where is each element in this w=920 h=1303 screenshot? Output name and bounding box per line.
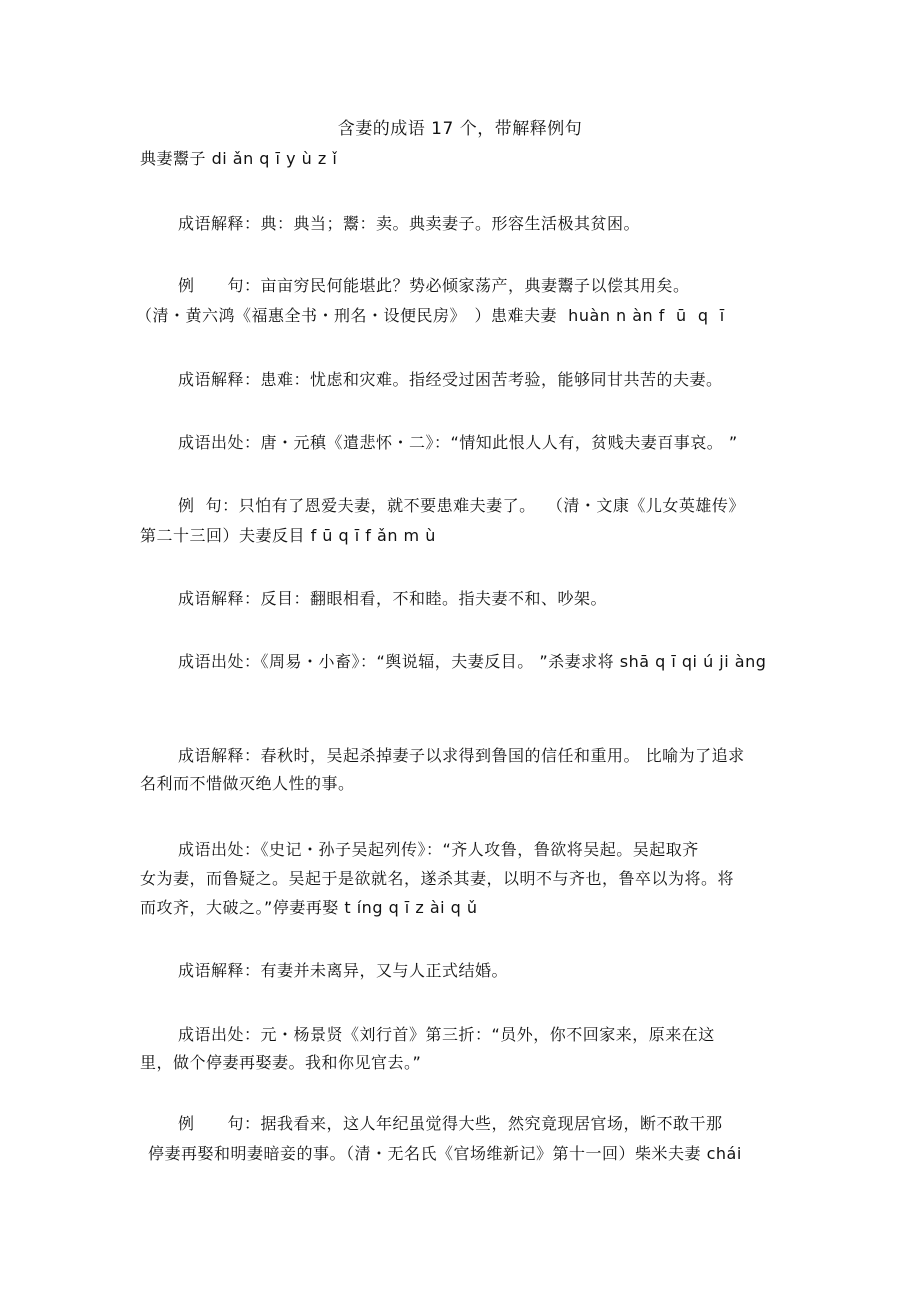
example-line: 例 句：只怕有了恩爱夫妻，就不要患难夫妻了。 （清・文康《儿女英雄传》 bbox=[178, 496, 745, 515]
origin-line-cont: 里，做个停妻再娶妻。我和你见官去。” bbox=[140, 1053, 422, 1072]
explanation-line-cont: 名利而不惜做灭绝人性的事。 bbox=[140, 774, 355, 793]
origin-line: 成语出处：唐・元稹《遣悲怀・二》：“情知此恨人人有，贫贱夫妻百事哀。 ” bbox=[178, 433, 738, 452]
explanation-line: 成语解释：反目：翻眼相看，不和睦。指夫妻不和、吵架。 bbox=[178, 589, 608, 608]
idiom-heading: 典妻鬻子 di ǎn q ī y ù z ǐ bbox=[140, 149, 338, 168]
example-line: 例 句：据我看来，这人年纪虽觉得大些，然究竟现居官场，断不敢干那 bbox=[178, 1114, 723, 1133]
example-line: 例 句：亩亩穷民何能堪此？势必倾家荡产，典妻鬻子以偿其用矣。 bbox=[178, 276, 690, 295]
explanation-line: 成语解释：有妻并未离异，又与人正式结婚。 bbox=[178, 961, 509, 980]
origin-line-cont: 女为妻，而鲁疑之。吴起于是欲就名，遂杀其妻，以明不与齐也，鲁卒以为将。将 bbox=[140, 869, 735, 888]
explanation-line: 成语解释：春秋时，吴起杀掉妻子以求得到鲁国的信任和重用。 比喻为了追求 bbox=[178, 746, 745, 765]
origin-and-idiom-line: 而攻齐，大破之。”停妻再娶 t íng q ī z ài q ǔ bbox=[140, 898, 478, 917]
origin-line: 成语出处：《史记・孙子吴起列传》：“齐人攻鲁，鲁欲将吴起。吴起取齐 bbox=[178, 840, 699, 859]
document-title: 含妻的成语 17 个，带解释例句 bbox=[337, 119, 583, 139]
origin-line: 成语出处：元・杨景贤《刘行首》第三折：“员外，你不回家来，原来在这 bbox=[178, 1025, 715, 1044]
source-and-idiom-line: （清・黄六鸿《福惠全书・刑名・设便民房》 ）患难夫妻 huàn n àn f ū q ī bbox=[136, 306, 725, 325]
explanation-line: 成语解释：患难：忧虑和灾难。指经受过困苦考验，能够同甘共苦的夫妻。 bbox=[178, 370, 723, 389]
source-and-idiom-line: 停妻再娶和明妻暗妾的事。（清・无名氏《官场维新记》第十一回）柴米夫妻 chái bbox=[148, 1144, 742, 1163]
source-and-idiom-line: 第二十三回）夫妻反目 f ū q ī f ǎn m ù bbox=[140, 526, 436, 545]
explanation-line: 成语解释：典：典当；鬻：卖。典卖妻子。形容生活极其贫困。 bbox=[178, 214, 641, 233]
origin-and-idiom-line: 成语出处：《周易・小畜》：“舆说辐，夫妻反目。 ”杀妻求将 shā q ī qi ú ji àng bbox=[178, 652, 767, 671]
